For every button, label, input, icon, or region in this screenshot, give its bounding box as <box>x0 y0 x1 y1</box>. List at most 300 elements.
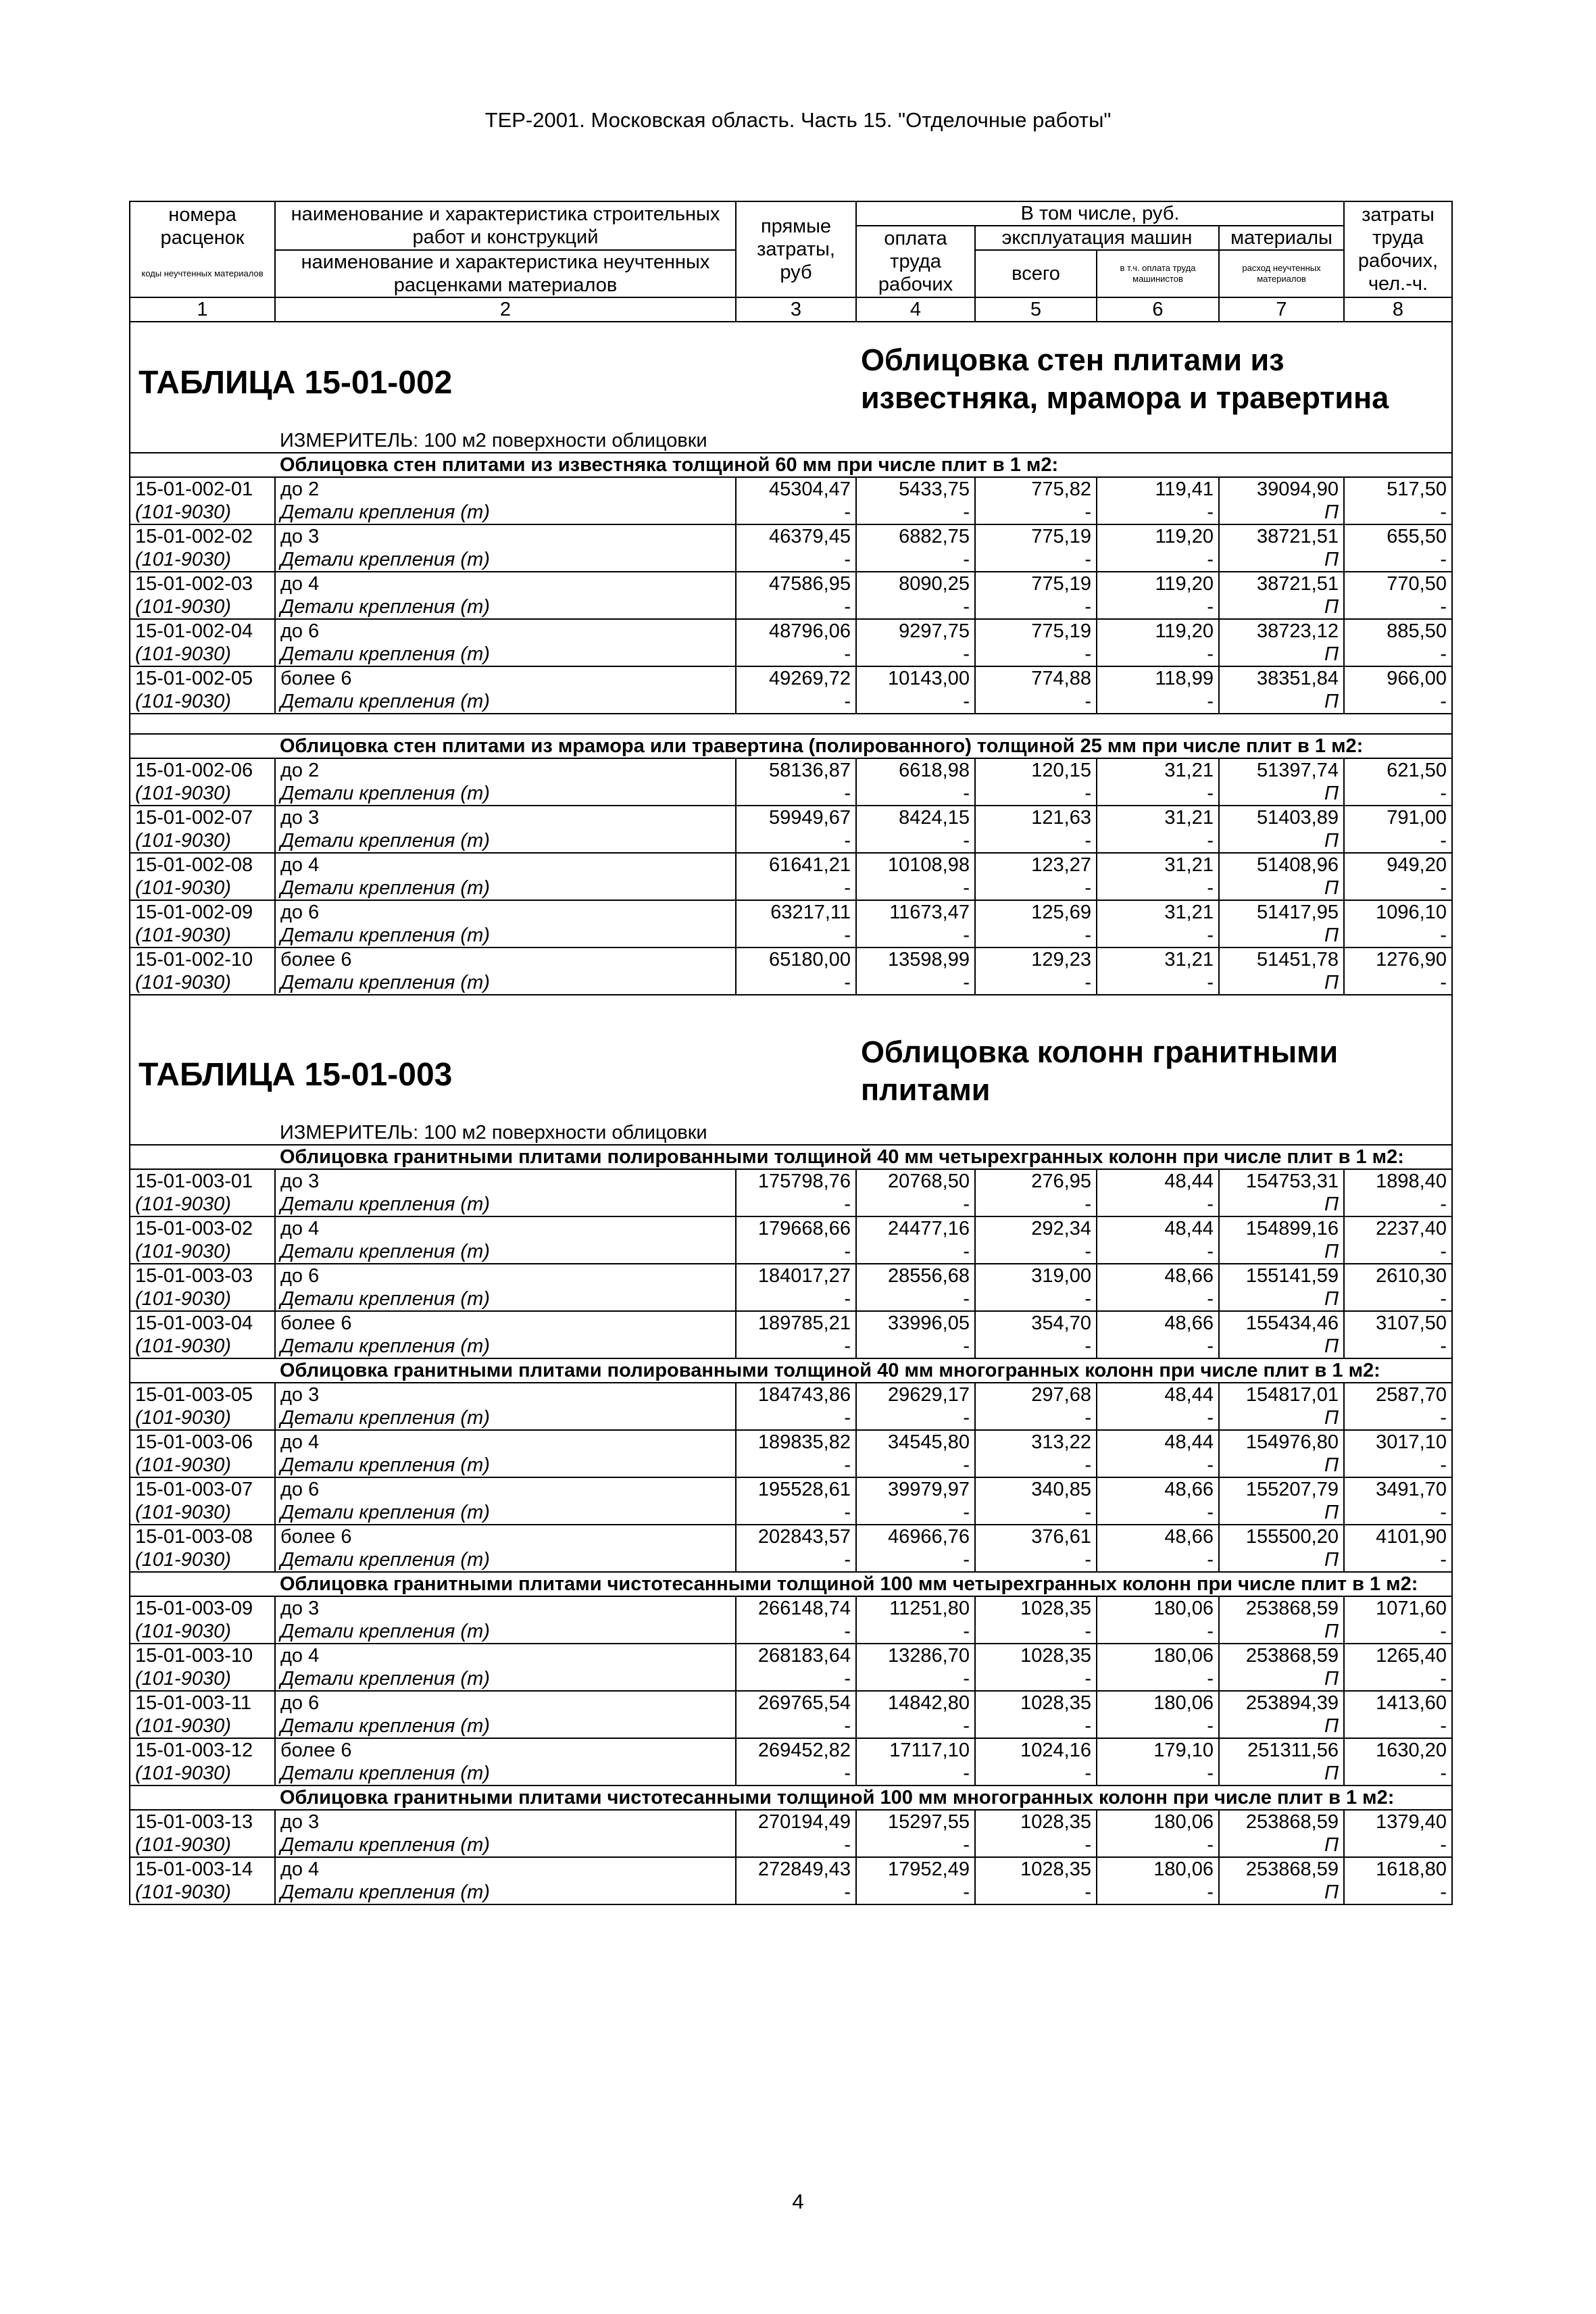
row-dash: - <box>856 1454 975 1477</box>
col-machinist-pay: в т.ч. оплата труда машинистов <box>1097 250 1219 297</box>
row-dash: - <box>856 1762 975 1786</box>
row-labor-cost: 3017,10 <box>1344 1430 1452 1454</box>
row-name: до 2 <box>275 477 736 501</box>
row-dash: - <box>975 1193 1097 1216</box>
row-mat-name: Детали крепления (т) <box>275 1620 736 1644</box>
row-mat-name: Детали крепления (т) <box>275 690 736 714</box>
row-labor-pay: 9297,75 <box>856 619 975 643</box>
table-row <box>130 1311 1452 1335</box>
row-machines: 1028,35 <box>975 1810 1097 1833</box>
row-mat-code: (101-9030) <box>130 1193 275 1216</box>
row-direct: 269452,82 <box>736 1738 856 1762</box>
section-spacer <box>130 1358 275 1383</box>
row-dash: - <box>1344 1240 1452 1264</box>
row-labor-cost: 791,00 <box>1344 806 1452 829</box>
row-mat-name: Детали крепления (т) <box>275 1454 736 1477</box>
spacer-cell <box>130 995 1452 1014</box>
row-dash: - <box>1344 877 1452 900</box>
row-code: 15-01-003-08 <box>130 1525 275 1548</box>
row-labor-cost: 1096,10 <box>1344 900 1452 924</box>
row-mat-name: Детали крепления (т) <box>275 971 736 995</box>
row-dash: - <box>975 877 1097 900</box>
column-numbers-row <box>130 297 1452 322</box>
spacer-row <box>130 714 1452 734</box>
row-dash: - <box>856 1548 975 1572</box>
row-mat-code: (101-9030) <box>130 1620 275 1644</box>
row-code: 15-01-002-01 <box>130 477 275 501</box>
row-mat-qty: П <box>1219 1620 1344 1644</box>
row-machinist-pay: 180,06 <box>1097 1644 1219 1667</box>
row-name: более 6 <box>275 666 736 690</box>
row-materials: 38351,84 <box>1219 666 1344 690</box>
row-name: до 4 <box>275 1430 736 1454</box>
row-mat-code: (101-9030) <box>130 1667 275 1691</box>
row-dash: - <box>975 1548 1097 1572</box>
row-mat-qty: П <box>1219 643 1344 666</box>
row-dash: - <box>1344 1548 1452 1572</box>
section-row <box>130 453 1452 477</box>
row-materials: 155207,79 <box>1219 1477 1344 1501</box>
row-dash: - <box>975 548 1097 572</box>
row-code: 15-01-002-03 <box>130 572 275 595</box>
row-name: до 3 <box>275 1383 736 1406</box>
material-row <box>130 1406 1452 1430</box>
row-machinist-pay: 31,21 <box>1097 853 1219 877</box>
row-dash: - <box>975 971 1097 995</box>
row-dash: - <box>1097 1620 1219 1644</box>
row-mat-qty: П <box>1219 1287 1344 1311</box>
row-name: более 6 <box>275 947 736 971</box>
row-dash: - <box>736 595 856 619</box>
row-dash: - <box>1097 1193 1219 1216</box>
table-code: ТАБЛИЦА 15-01-003 <box>130 1014 856 1109</box>
row-materials: 51408,96 <box>1219 853 1344 877</box>
col-number: 3 <box>736 297 856 322</box>
row-dash: - <box>975 690 1097 714</box>
row-dash: - <box>856 877 975 900</box>
row-labor-cost: 2237,40 <box>1344 1216 1452 1240</box>
table-row <box>130 524 1452 548</box>
row-materials: 39094,90 <box>1219 477 1344 501</box>
table-code: ТАБЛИЦА 15-01-002 <box>130 322 856 417</box>
spacer-row <box>130 995 1452 1014</box>
row-code: 15-01-003-12 <box>130 1738 275 1762</box>
row-mat-code: (101-9030) <box>130 1548 275 1572</box>
material-row <box>130 1454 1452 1477</box>
table-row <box>130 477 1452 501</box>
row-dash: - <box>736 1620 856 1644</box>
row-name: до 6 <box>275 900 736 924</box>
row-dash: - <box>856 501 975 524</box>
table-row <box>130 853 1452 877</box>
col-name-top: наименование и характеристика строительных работ и конструкций <box>275 201 736 250</box>
row-dash: - <box>856 1715 975 1738</box>
row-mat-code: (101-9030) <box>130 877 275 900</box>
section-title: Облицовка стен плитами из известняка толщиной 60 мм при числе плит в 1 м2: <box>275 453 1452 477</box>
row-dash: - <box>1344 548 1452 572</box>
row-materials: 38721,51 <box>1219 524 1344 548</box>
row-dash: - <box>1097 1335 1219 1358</box>
row-labor-pay: 28556,68 <box>856 1264 975 1287</box>
row-mat-qty: П <box>1219 501 1344 524</box>
col-incl: В том числе, руб. <box>856 201 1344 226</box>
row-dash: - <box>1097 829 1219 853</box>
row-dash: - <box>856 971 975 995</box>
table-row <box>130 572 1452 595</box>
row-dash: - <box>856 548 975 572</box>
row-dash: - <box>1344 1833 1452 1857</box>
row-machinist-pay: 180,06 <box>1097 1810 1219 1833</box>
row-dash: - <box>1344 1762 1452 1786</box>
row-mat-code: (101-9030) <box>130 1715 275 1738</box>
row-labor-pay: 24477,16 <box>856 1216 975 1240</box>
row-labor-cost: 1265,40 <box>1344 1644 1452 1667</box>
row-mat-qty: П <box>1219 1833 1344 1857</box>
row-machines: 354,70 <box>975 1311 1097 1335</box>
row-dash: - <box>736 501 856 524</box>
row-machinist-pay: 31,21 <box>1097 947 1219 971</box>
row-mat-code: (101-9030) <box>130 1454 275 1477</box>
row-machinist-pay: 119,20 <box>1097 572 1219 595</box>
table-title-row <box>130 1014 1452 1109</box>
row-dash: - <box>736 1548 856 1572</box>
col-number: 1 <box>130 297 275 322</box>
table-row <box>130 1596 1452 1620</box>
row-dash: - <box>1097 1287 1219 1311</box>
row-dash: - <box>975 595 1097 619</box>
row-labor-pay: 14842,80 <box>856 1691 975 1715</box>
row-code: 15-01-003-06 <box>130 1430 275 1454</box>
row-materials: 253868,59 <box>1219 1644 1344 1667</box>
material-row <box>130 829 1452 853</box>
row-mat-qty: П <box>1219 877 1344 900</box>
row-dash: - <box>975 501 1097 524</box>
row-dash: - <box>736 690 856 714</box>
table-row <box>130 806 1452 829</box>
row-mat-name: Детали крепления (т) <box>275 924 736 947</box>
row-materials: 51417,95 <box>1219 900 1344 924</box>
row-labor-cost: 1413,60 <box>1344 1691 1452 1715</box>
col-number: 4 <box>856 297 975 322</box>
row-dash: - <box>975 643 1097 666</box>
row-machinist-pay: 119,41 <box>1097 477 1219 501</box>
row-labor-pay: 11673,47 <box>856 900 975 924</box>
row-labor-cost: 621,50 <box>1344 758 1452 782</box>
row-dash: - <box>736 643 856 666</box>
section-row <box>130 1145 1452 1169</box>
row-labor-cost: 966,00 <box>1344 666 1452 690</box>
row-dash: - <box>975 1501 1097 1525</box>
row-dash: - <box>975 1335 1097 1358</box>
row-name: до 4 <box>275 853 736 877</box>
row-machinist-pay: 180,06 <box>1097 1691 1219 1715</box>
row-labor-pay: 17117,10 <box>856 1738 975 1762</box>
row-mat-name: Детали крепления (т) <box>275 1287 736 1311</box>
row-dash: - <box>736 1454 856 1477</box>
row-mat-code: (101-9030) <box>130 1833 275 1857</box>
row-dash: - <box>1344 1620 1452 1644</box>
row-dash: - <box>736 1667 856 1691</box>
row-dash: - <box>1344 1335 1452 1358</box>
row-name: до 3 <box>275 1596 736 1620</box>
row-mat-qty: П <box>1219 1881 1344 1904</box>
table-row <box>130 1216 1452 1240</box>
row-labor-cost: 2610,30 <box>1344 1264 1452 1287</box>
row-mat-qty: П <box>1219 782 1344 806</box>
col-direct: прямые затраты, руб <box>736 201 856 297</box>
row-dash: - <box>856 643 975 666</box>
row-direct: 175798,76 <box>736 1169 856 1193</box>
row-labor-pay: 17952,49 <box>856 1857 975 1881</box>
material-row <box>130 1762 1452 1786</box>
row-dash: - <box>856 924 975 947</box>
row-machinist-pay: 48,66 <box>1097 1264 1219 1287</box>
section-title: Облицовка гранитными плитами полированными толщиной 40 мм четырехгранных колонн при числе плит в 1 м2: <box>275 1145 1452 1169</box>
row-mat-code: (101-9030) <box>130 690 275 714</box>
col-codes: коды неучтенных материалов <box>130 250 275 297</box>
row-machines: 775,82 <box>975 477 1097 501</box>
table-row <box>130 1430 1452 1454</box>
row-mat-qty: П <box>1219 690 1344 714</box>
row-code: 15-01-002-02 <box>130 524 275 548</box>
material-row <box>130 501 1452 524</box>
section-title: Облицовка гранитными плитами чистотесанными толщиной 100 мм многогранных колонн при числе плит в 1 м2: <box>275 1786 1452 1810</box>
row-labor-pay: 10143,00 <box>856 666 975 690</box>
col-machines: эксплуатация машин <box>975 226 1219 250</box>
section-title: Облицовка гранитными плитами чистотесанными толщиной 100 мм четырехгранных колонн при числе плит в 1 м2: <box>275 1572 1452 1596</box>
table-row <box>130 900 1452 924</box>
row-materials: 154899,16 <box>1219 1216 1344 1240</box>
measure-row <box>130 1109 1452 1145</box>
row-dash: - <box>975 1287 1097 1311</box>
row-mat-name: Детали крепления (т) <box>275 548 736 572</box>
row-code: 15-01-003-11 <box>130 1691 275 1715</box>
section-spacer <box>130 734 275 758</box>
row-mat-code: (101-9030) <box>130 1501 275 1525</box>
row-labor-cost: 1618,80 <box>1344 1857 1452 1881</box>
row-mat-qty: П <box>1219 1762 1344 1786</box>
row-dash: - <box>856 1335 975 1358</box>
row-dash: - <box>736 548 856 572</box>
row-machinist-pay: 119,20 <box>1097 524 1219 548</box>
row-name: до 3 <box>275 524 736 548</box>
row-name: до 6 <box>275 619 736 643</box>
table-row <box>130 1738 1452 1762</box>
row-machinist-pay: 180,06 <box>1097 1857 1219 1881</box>
row-direct: 184017,27 <box>736 1264 856 1287</box>
row-machinist-pay: 31,21 <box>1097 806 1219 829</box>
section-row <box>130 734 1452 758</box>
row-labor-cost: 1071,60 <box>1344 1596 1452 1620</box>
material-row <box>130 690 1452 714</box>
row-dash: - <box>975 1406 1097 1430</box>
measure: ИЗМЕРИТЕЛЬ: 100 м2 поверхности облицовки <box>275 1109 1452 1145</box>
row-labor-cost: 655,50 <box>1344 524 1452 548</box>
row-machinist-pay: 180,06 <box>1097 1596 1219 1620</box>
row-direct: 270194,49 <box>736 1810 856 1833</box>
row-machinist-pay: 48,44 <box>1097 1216 1219 1240</box>
row-mat-qty: П <box>1219 1193 1344 1216</box>
material-row <box>130 1548 1452 1572</box>
row-dash: - <box>1097 1833 1219 1857</box>
row-dash: - <box>975 1762 1097 1786</box>
row-mat-qty: П <box>1219 1240 1344 1264</box>
material-row <box>130 1193 1452 1216</box>
row-mat-code: (101-9030) <box>130 1762 275 1786</box>
row-labor-pay: 10108,98 <box>856 853 975 877</box>
row-dash: - <box>1344 1406 1452 1430</box>
row-dash: - <box>1344 1881 1452 1904</box>
row-mat-qty: П <box>1219 1406 1344 1430</box>
row-direct: 45304,47 <box>736 477 856 501</box>
row-dash: - <box>856 1287 975 1311</box>
row-mat-name: Детали крепления (т) <box>275 782 736 806</box>
row-code: 15-01-003-05 <box>130 1383 275 1406</box>
row-machines: 319,00 <box>975 1264 1097 1287</box>
row-direct: 268183,64 <box>736 1644 856 1667</box>
row-mat-code: (101-9030) <box>130 1881 275 1904</box>
row-dash: - <box>1097 1501 1219 1525</box>
row-machines: 123,27 <box>975 853 1097 877</box>
row-dash: - <box>1344 1287 1452 1311</box>
row-mat-name: Детали крепления (т) <box>275 1501 736 1525</box>
row-machines: 1028,35 <box>975 1691 1097 1715</box>
row-code: 15-01-003-04 <box>130 1311 275 1335</box>
row-mat-name: Детали крепления (т) <box>275 1881 736 1904</box>
material-row <box>130 877 1452 900</box>
row-mat-qty: П <box>1219 595 1344 619</box>
row-direct: 58136,87 <box>736 758 856 782</box>
row-dash: - <box>856 1881 975 1904</box>
row-direct: 46379,45 <box>736 524 856 548</box>
row-mat-qty: П <box>1219 1715 1344 1738</box>
col-name-bottom: наименование и характеристика неучтенных расценками материалов <box>275 250 736 297</box>
row-dash: - <box>736 829 856 853</box>
row-dash: - <box>1344 1667 1452 1691</box>
row-machinist-pay: 48,44 <box>1097 1430 1219 1454</box>
row-dash: - <box>975 782 1097 806</box>
table-row <box>130 947 1452 971</box>
row-dash: - <box>1344 924 1452 947</box>
row-mat-qty: П <box>1219 548 1344 572</box>
material-row <box>130 1833 1452 1857</box>
row-dash: - <box>856 1406 975 1430</box>
row-mat-code: (101-9030) <box>130 924 275 947</box>
row-materials: 253868,59 <box>1219 1596 1344 1620</box>
row-dash: - <box>1344 971 1452 995</box>
row-machinist-pay: 48,66 <box>1097 1311 1219 1335</box>
row-materials: 51451,78 <box>1219 947 1344 971</box>
row-mat-qty: П <box>1219 1501 1344 1525</box>
col-materials: материалы <box>1219 226 1344 250</box>
row-code: 15-01-002-09 <box>130 900 275 924</box>
row-mat-name: Детали крепления (т) <box>275 1240 736 1264</box>
row-dash: - <box>975 1881 1097 1904</box>
row-dash: - <box>1097 643 1219 666</box>
row-labor-pay: 33996,05 <box>856 1311 975 1335</box>
row-labor-cost: 2587,70 <box>1344 1383 1452 1406</box>
row-dash: - <box>1097 782 1219 806</box>
table-row <box>130 1383 1452 1406</box>
row-dash: - <box>975 829 1097 853</box>
row-dash: - <box>975 1833 1097 1857</box>
row-labor-pay: 13286,70 <box>856 1644 975 1667</box>
row-dash: - <box>1097 1548 1219 1572</box>
table-row <box>130 1525 1452 1548</box>
col-number: 6 <box>1097 297 1219 322</box>
row-dash: - <box>1097 1881 1219 1904</box>
row-code: 15-01-002-08 <box>130 853 275 877</box>
header-text: расценок <box>160 226 245 249</box>
col-number: 5 <box>975 297 1097 322</box>
row-mat-name: Детали крепления (т) <box>275 595 736 619</box>
row-dash: - <box>1097 971 1219 995</box>
material-row <box>130 1287 1452 1311</box>
row-mat-code: (101-9030) <box>130 643 275 666</box>
row-dash: - <box>736 1715 856 1738</box>
row-dash: - <box>1097 501 1219 524</box>
table-row <box>130 1691 1452 1715</box>
row-dash: - <box>1344 1715 1452 1738</box>
material-row <box>130 643 1452 666</box>
row-mat-code: (101-9030) <box>130 971 275 995</box>
row-mat-qty: П <box>1219 1335 1344 1358</box>
row-code: 15-01-002-10 <box>130 947 275 971</box>
table-row <box>130 1857 1452 1881</box>
col-num-label <box>130 201 275 250</box>
row-mat-name: Детали крепления (т) <box>275 501 736 524</box>
row-code: 15-01-003-07 <box>130 1477 275 1501</box>
row-labor-pay: 11251,80 <box>856 1596 975 1620</box>
material-row <box>130 782 1452 806</box>
row-mat-name: Детали крепления (т) <box>275 643 736 666</box>
row-machines: 774,88 <box>975 666 1097 690</box>
row-materials: 38723,12 <box>1219 619 1344 643</box>
row-machinist-pay: 31,21 <box>1097 758 1219 782</box>
material-row <box>130 1335 1452 1358</box>
table-title: Облицовка стен плитами из известняка, мрамора и травертина <box>856 322 1452 417</box>
header-text: номера <box>168 203 236 226</box>
row-dash: - <box>975 1454 1097 1477</box>
row-mat-code: (101-9030) <box>130 1335 275 1358</box>
row-labor-cost: 1379,40 <box>1344 1810 1452 1833</box>
row-mat-code: (101-9030) <box>130 1406 275 1430</box>
row-labor-pay: 13598,99 <box>856 947 975 971</box>
row-dash: - <box>1097 690 1219 714</box>
row-dash: - <box>1344 501 1452 524</box>
row-machines: 376,61 <box>975 1525 1097 1548</box>
row-mat-name: Детали крепления (т) <box>275 1548 736 1572</box>
row-code: 15-01-003-01 <box>130 1169 275 1193</box>
row-dash: - <box>736 1881 856 1904</box>
row-code: 15-01-002-05 <box>130 666 275 690</box>
row-dash: - <box>975 1667 1097 1691</box>
row-labor-cost: 1898,40 <box>1344 1169 1452 1193</box>
col-labor-cost: затраты труда рабочих, чел.-ч. <box>1344 201 1452 297</box>
row-machinist-pay: 119,20 <box>1097 619 1219 643</box>
section-spacer <box>130 1145 275 1169</box>
row-machines: 1024,16 <box>975 1738 1097 1762</box>
section-title: Облицовка гранитными плитами полированными толщиной 40 мм многогранных колонн при числе плит в 1 м2: <box>275 1358 1452 1383</box>
row-labor-pay: 6618,98 <box>856 758 975 782</box>
material-row <box>130 971 1452 995</box>
row-machines: 121,63 <box>975 806 1097 829</box>
row-dash: - <box>1097 595 1219 619</box>
row-mat-code: (101-9030) <box>130 548 275 572</box>
row-name: до 3 <box>275 1169 736 1193</box>
row-machines: 120,15 <box>975 758 1097 782</box>
material-row <box>130 1881 1452 1904</box>
